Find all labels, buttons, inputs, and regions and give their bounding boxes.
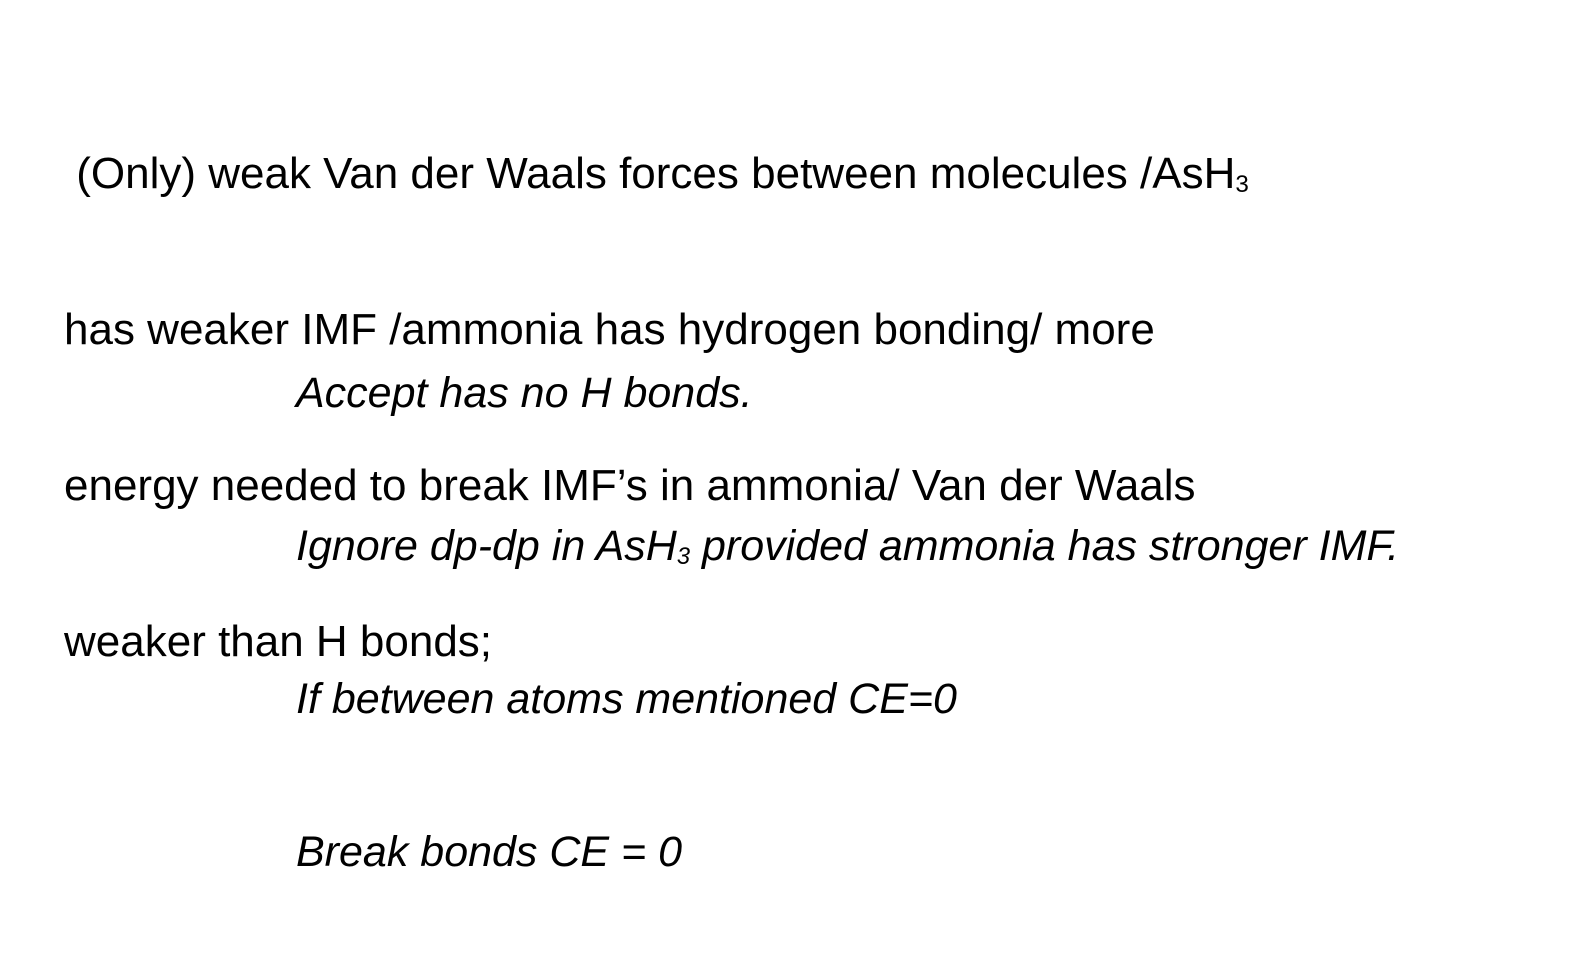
answer-line-1 xyxy=(64,148,1524,200)
examiner-note-3: If between atoms mentioned CE=0 xyxy=(296,675,957,723)
ash3-subscript-note: 3 xyxy=(676,544,691,571)
examiner-notes xyxy=(296,266,1566,980)
examiner-note-2-pre: Ignore dp-dp in AsH xyxy=(296,522,677,570)
examiner-note-1: Accept has no H bonds. xyxy=(296,369,753,417)
answer-line-2: has weaker IMF /ammonia has hydrogen bonding/ more xyxy=(64,305,1155,354)
examiner-note-2-post: provided ammonia has stronger IMF. xyxy=(690,522,1400,570)
answer-line-4: weaker than H bonds; xyxy=(64,617,493,666)
answer-line-1-text: (Only) weak Van der Waals forces between molecules /AsH xyxy=(64,149,1236,198)
answer-line-3: energy needed to break IMF’s in ammonia/ Van der Waals xyxy=(64,461,1196,510)
ash3-subscript: 3 xyxy=(1235,171,1249,199)
examiner-note-2 xyxy=(296,521,1566,572)
examiner-note-4: Break bonds CE = 0 xyxy=(296,828,683,876)
